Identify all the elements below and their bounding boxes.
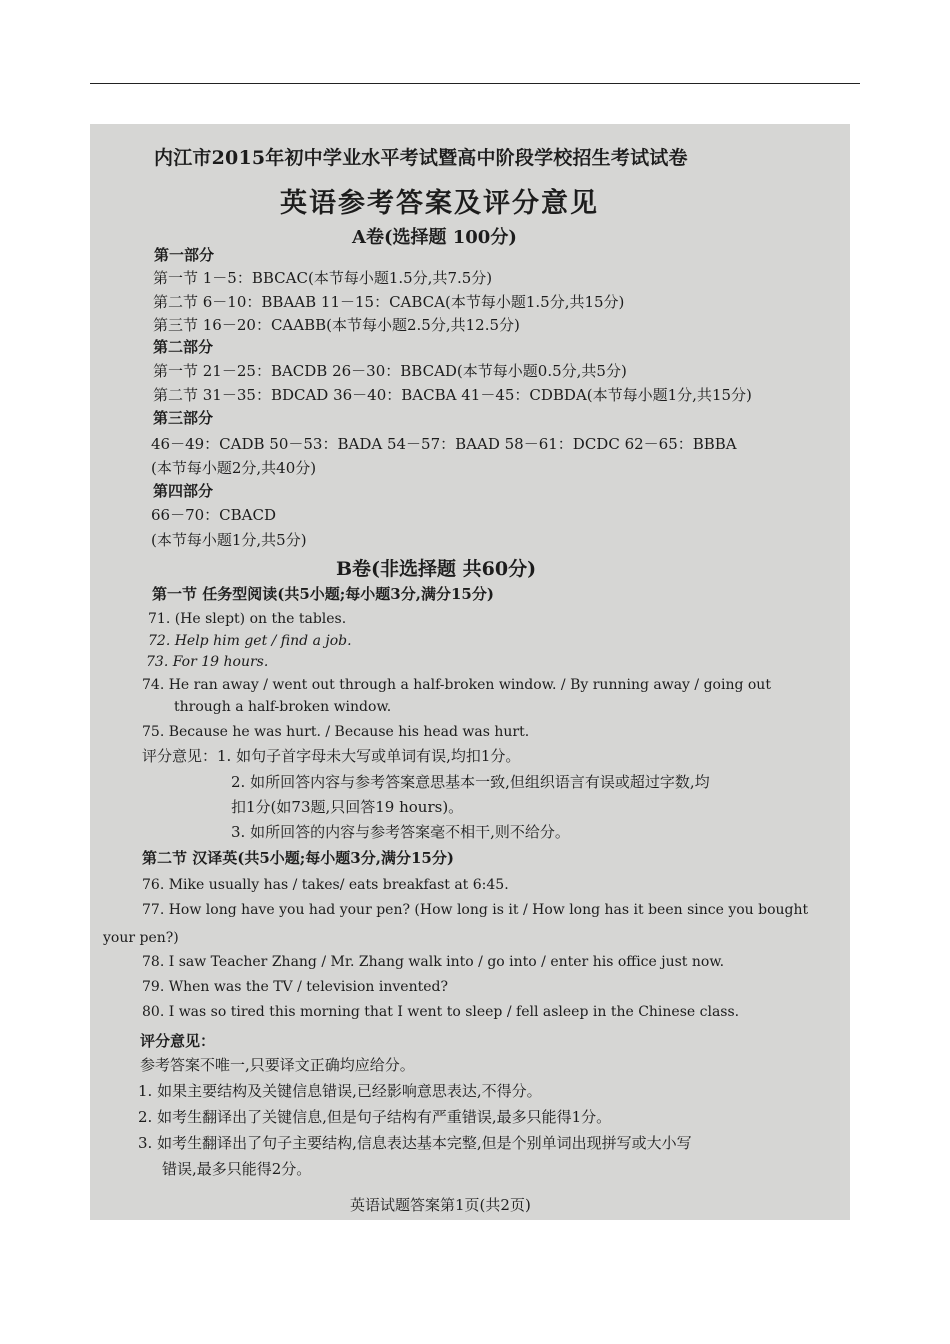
exam-title: 内江市2015年初中学业水平考试暨高中阶段学校招生考试试卷 [154, 147, 688, 169]
section2-grading-3-line1: 3. 如考生翻译出了句子主要结构,信息表达基本完整,但是个别单词出现拼写或大小写 [138, 1134, 692, 1152]
paper-b-title: B卷(非选择题 共60分) [336, 558, 537, 580]
section2-heading: 第二节 汉译英(共5小题;每小题3分,满分15分) [142, 849, 454, 867]
part3-note: (本节每小题2分,共40分) [151, 459, 317, 477]
part2-heading: 第二部分 [153, 338, 214, 356]
answer-72: 72. Help him get / find a job. [148, 633, 352, 649]
part1-heading: 第一部分 [154, 246, 215, 264]
scanned-answer-sheet [90, 124, 850, 1220]
part2-section2: 第二节 31－35：BDCAD 36－40：BACBA 41－45：CDBDA(本节每小题1分,共15分) [153, 386, 752, 404]
section2-grading-2: 2. 如考生翻译出了关键信息,但是句子结构有严重错误,最多只能得1分。 [138, 1108, 612, 1126]
part1-section1: 第一节 1－5：BBCAC(本节每小题1.5分,共7.5分) [153, 269, 493, 287]
answer-74-line2: through a half-broken window. [174, 699, 392, 715]
answer-73: 73. For 19 hours. [146, 654, 269, 670]
answer-77-line1: 77. How long have you had your pen? (How long is it / How long has it been since you bought [142, 902, 809, 918]
grading-note-2-line2: 扣1分(如73题,只回答19 hours)。 [231, 798, 464, 816]
part4-heading: 第四部分 [153, 482, 214, 500]
section2-grading-3-line2: 错误,最多只能得2分。 [162, 1160, 312, 1178]
grading-note-1: 评分意见：1. 如句子首字母未大写或单词有误,均扣1分。 [142, 747, 521, 765]
part3-answers: 46－49：CADB 50－53：BADA 54－57：BAAD 58－61：DCDC 62－65：BBBA [151, 435, 737, 453]
answer-79: 79. When was the TV / television invented? [142, 979, 448, 995]
section2-grading-1: 1. 如果主要结构及关键信息错误,已经影响意思表达,不得分。 [138, 1082, 542, 1100]
answer-74-line1: 74. He ran away / went out through a half-broken window. / By running away / going out [142, 677, 771, 693]
section1-heading: 第一节 任务型阅读(共5小题;每小题3分,满分15分) [152, 585, 494, 603]
answer-76: 76. Mike usually has / takes/ eats breakfast at 6:45. [142, 877, 509, 893]
part1-section3: 第三节 16－20：CAABB(本节每小题2.5分,共12.5分) [153, 316, 520, 334]
answer-78: 78. I saw Teacher Zhang / Mr. Zhang walk into / go into / enter his office just now. [142, 954, 725, 970]
answer-75: 75. Because he was hurt. / Because his head was hurt. [142, 724, 530, 740]
paper-a-title: A卷(选择题 100分) [352, 227, 517, 248]
part2-section1: 第一节 21－25：BACDB 26－30：BBCAD(本节每小题0.5分,共5分) [153, 362, 627, 380]
document-title: 英语参考答案及评分意见 [280, 188, 599, 219]
answer-77-line2: your pen?) [103, 930, 179, 946]
grading-note-2-line1: 2. 如所回答内容与参考答案意思基本一致,但组织语言有误或超过字数,均 [231, 773, 710, 791]
page-footer: 英语试题答案第1页(共2页) [350, 1196, 531, 1214]
part4-answers: 66－70：CBACD [151, 506, 277, 524]
part3-heading: 第三部分 [153, 409, 214, 427]
grading-note-3: 3. 如所回答的内容与参考答案毫不相干,则不给分。 [231, 823, 570, 841]
top-rule [90, 83, 860, 84]
part4-note: (本节每小题1分,共5分) [151, 531, 307, 549]
answer-80: 80. I was so tired this morning that I went to sleep / fell asleep in the Chinese class. [142, 1004, 740, 1020]
part1-section2: 第二节 6－10：BBAAB 11－15：CABCA(本节每小题1.5分,共15分) [153, 293, 625, 311]
section2-grading-intro: 参考答案不唯一,只要译文正确均应给分。 [140, 1056, 415, 1074]
section2-grading-heading: 评分意见： [140, 1032, 216, 1050]
answer-71: 71. (He slept) on the tables. [148, 611, 347, 627]
